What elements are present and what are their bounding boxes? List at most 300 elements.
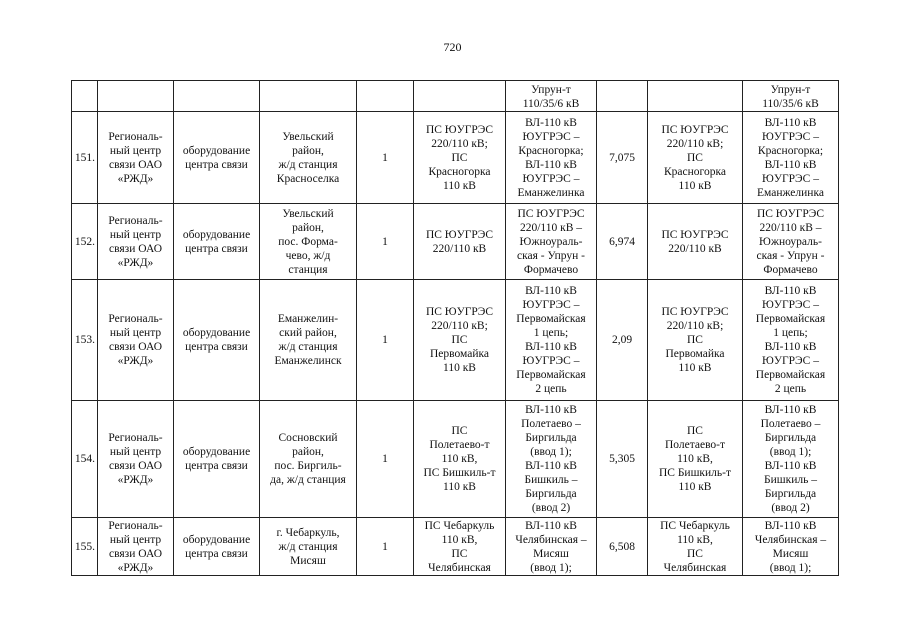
text-line: ЮУГРЭС – [762, 130, 819, 143]
text-line: Челябинская – [754, 533, 827, 546]
cell-location [260, 204, 357, 280]
text-line: 220/110 кВ [432, 242, 487, 255]
text-line: ПС [687, 151, 703, 164]
cell-line-new-content [744, 518, 837, 575]
table-row [72, 112, 839, 204]
cell-line-new-content [744, 81, 837, 111]
text-line: ЮУГРЭС – [522, 299, 580, 311]
text-line: район, [292, 221, 324, 234]
text-line: ПС Бишкиль-т [423, 467, 496, 479]
text-line: 220/110 кВ; [666, 320, 724, 332]
cell-num [72, 280, 98, 401]
cell-category-content [358, 280, 412, 400]
text-line: ПС [687, 425, 703, 437]
text-line: Биргильда [525, 488, 577, 500]
text-line: «РЖД» [117, 172, 154, 185]
text-line: Мисяш [290, 554, 326, 567]
substations-table [71, 80, 839, 576]
text-line: (ввод 1); [530, 561, 572, 574]
text-line: 110 кВ [443, 179, 476, 192]
text-line: центра связи [185, 341, 248, 353]
cell-substation-new-content [649, 204, 741, 279]
text-line: Формачево [523, 263, 579, 276]
cell-line-old-content [507, 518, 595, 575]
text-line: связи ОАО [108, 547, 162, 560]
text-line: ный центр [109, 144, 162, 157]
text-line: 110 кВ, [441, 533, 478, 546]
cell-num-content [73, 81, 96, 111]
text-line: Первомайка [429, 348, 490, 360]
text-value: 151. [74, 151, 95, 164]
text-line: Первомайская [755, 369, 826, 381]
text-line: пос. Биргиль- [274, 460, 342, 472]
cell-line-old-content [507, 280, 595, 400]
text-line: ВЛ-110 кВ [764, 519, 817, 532]
text-line: Первомайская [755, 313, 826, 325]
text-line: Красноселка [276, 172, 340, 185]
text-line: г. Чебаркуль, [276, 526, 340, 539]
cell-num-content [73, 280, 95, 400]
cell-power-content [598, 401, 646, 517]
text-line: центра связи [185, 547, 248, 560]
cell-substation-old-content [415, 518, 504, 575]
text-line: ПС [687, 334, 703, 346]
text-line: ВЛ-110 кВ [525, 460, 577, 472]
cell-num [72, 81, 98, 112]
text-line: Южноураль- [759, 235, 822, 248]
cell-org-content [99, 280, 172, 400]
text-line: Красногорка; [518, 144, 584, 157]
text-line: Еманжелинск [274, 355, 342, 367]
text-line: ЮУГРЭС – [762, 355, 819, 367]
text-line: Еманжелин- [277, 313, 339, 325]
cell-power [597, 204, 648, 280]
cell-org-content [99, 204, 172, 279]
text-line: ный центр [109, 533, 162, 546]
text-line: ВЛ-110 кВ [525, 519, 577, 532]
cell-line-new [743, 112, 839, 204]
text-line: ВЛ-110 кВ [764, 341, 817, 353]
cell-power [597, 112, 648, 204]
text-line: Сосновский [278, 432, 338, 444]
text-line: 110 кВ, [677, 453, 713, 465]
text-line: оборудование [182, 228, 251, 241]
text-line: 110 кВ [678, 362, 712, 374]
text-line: ВЛ-110 кВ [525, 116, 577, 129]
text-line: связи ОАО [108, 242, 162, 255]
text-line: ВЛ-110 кВ [525, 341, 577, 353]
text-value: 155. [74, 540, 95, 553]
text-line: Упрун-т [770, 84, 811, 96]
cell-object-content [175, 112, 258, 203]
cell-power [597, 401, 648, 518]
text-line: Южноураль- [519, 235, 583, 248]
table-row [72, 518, 839, 576]
text-line: Полетаево-т [429, 439, 490, 451]
text-line: (ввод 2) [771, 502, 810, 514]
cell-location-content [261, 518, 355, 575]
text-line: ЮУГРЭС – [522, 130, 580, 143]
text-line: центра связи [185, 460, 248, 472]
text-line: ВЛ-110 кВ [764, 404, 817, 416]
cell-substation-old [414, 280, 506, 401]
text-line: ПС ЮУГРЭС [756, 207, 825, 220]
cell-line-new [743, 204, 839, 280]
text-line: (ввод 1); [530, 446, 572, 458]
text-line: ский район, [279, 327, 337, 339]
cell-location-content [261, 112, 355, 203]
cell-power-content [598, 81, 646, 111]
cell-line-new [743, 518, 839, 576]
text-line: Еманжелинка [517, 186, 585, 199]
cell-location [260, 112, 357, 204]
text-line: Биргильда [764, 432, 817, 444]
text-line: 110 кВ [443, 481, 476, 493]
text-value: 154. [74, 453, 95, 465]
cell-location-content [261, 204, 355, 279]
cell-line-old [506, 401, 597, 518]
text-line: (ввод 2) [531, 502, 571, 514]
text-line: 110 кВ [678, 481, 712, 493]
text-line: оборудование [182, 446, 251, 458]
cell-category [357, 518, 414, 576]
text-line: ПС Бишкиль-т [658, 467, 732, 479]
text-line: «РЖД» [117, 256, 154, 269]
text-line: «РЖД» [117, 355, 154, 367]
cell-power-content [598, 518, 646, 575]
cell-object-content [175, 81, 258, 111]
text-line: Бишкиль – [764, 474, 817, 486]
text-value: 2,09 [611, 334, 633, 346]
cell-org [98, 204, 174, 280]
cell-line-new-content [744, 112, 837, 203]
cell-category-content [358, 204, 412, 279]
text-line: 110 кВ [678, 179, 712, 192]
cell-line-new-content [744, 204, 837, 279]
text-line: 110/35/6 кВ [522, 98, 580, 110]
text-line: центра связи [185, 158, 248, 171]
cell-object [174, 280, 260, 401]
text-line: ЮУГРЭС – [762, 172, 819, 185]
text-line: 220/110 кВ; [431, 320, 488, 332]
cell-org [98, 280, 174, 401]
continuation-row [72, 81, 839, 112]
text-line: 110 кВ, [441, 453, 478, 465]
text-line: ПС [451, 425, 468, 437]
cell-org [98, 81, 174, 112]
cell-object [174, 518, 260, 576]
text-line: Региональ- [108, 214, 163, 227]
cell-object [174, 401, 260, 518]
text-line: ПС ЮУГРЭС [517, 207, 585, 220]
text-line: пос. Форма- [278, 235, 338, 248]
cell-power-content [598, 112, 646, 203]
cell-substation-new-content [649, 81, 741, 111]
cell-line-old [506, 518, 597, 576]
cell-category-content [358, 81, 412, 111]
cell-substation-old [414, 112, 506, 204]
cell-object-content [175, 280, 258, 400]
text-line: ПС ЮУГРЭС [425, 228, 494, 241]
cell-object-content [175, 204, 258, 279]
cell-line-new-content [744, 280, 837, 400]
text-line: ВЛ-110 кВ [764, 158, 817, 171]
text-line: «РЖД» [117, 561, 154, 574]
text-line: Челябинская – [515, 533, 587, 546]
text-line: Красногорка; [757, 144, 824, 157]
cell-category [357, 401, 414, 518]
text-value: 1 [382, 334, 388, 346]
cell-location [260, 401, 357, 518]
text-line: связи ОАО [108, 158, 162, 171]
cell-substation-new [648, 81, 743, 112]
cell-location [260, 280, 357, 401]
text-line: Упрун-т [531, 84, 571, 96]
cell-power [597, 81, 648, 112]
text-line: 110 кВ, [677, 533, 713, 546]
cell-substation-new-content [649, 280, 741, 400]
text-line: 220/110 кВ – [759, 221, 822, 234]
text-line: станция [288, 263, 328, 276]
text-line: ПС [451, 547, 468, 560]
text-line: ская - Упрун - [756, 249, 825, 262]
cell-category [357, 81, 414, 112]
text-line: ПС [451, 334, 468, 346]
text-line: ПС ЮУГРЭС [425, 306, 494, 318]
table-row [72, 401, 839, 518]
cell-org-content [99, 81, 172, 111]
text-line: Формачево [763, 263, 818, 276]
cell-location [260, 81, 357, 112]
text-line: Первомайская [516, 369, 586, 381]
text-line: 110 кВ [443, 362, 476, 374]
cell-num-content [73, 518, 95, 575]
text-line: Бишкиль – [524, 474, 578, 486]
text-line: ская - Упрун - [517, 249, 585, 262]
cell-substation-old-content [415, 204, 504, 279]
cell-line-old-content [507, 112, 595, 203]
cell-object [174, 204, 260, 280]
cell-num [72, 204, 98, 280]
text-line: ный центр [109, 446, 162, 458]
cell-num-content [73, 112, 95, 203]
cell-substation-new-content [649, 401, 741, 517]
text-line: Челябинская [663, 561, 727, 574]
text-line: ЮУГРЭС – [762, 299, 819, 311]
text-line: ВЛ-110 кВ [764, 285, 817, 297]
text-line: центра связи [185, 242, 248, 255]
cell-substation-old-content [415, 401, 504, 517]
cell-org [98, 112, 174, 204]
text-line: ПС [687, 547, 703, 560]
text-line: связи ОАО [108, 460, 162, 472]
cell-substation-old [414, 204, 506, 280]
table-row [72, 280, 839, 401]
cell-substation-old [414, 518, 506, 576]
text-line: ЮУГРЭС – [522, 172, 580, 185]
text-line: (ввод 1); [769, 446, 812, 458]
cell-line-old [506, 280, 597, 401]
text-line: Первомайка [665, 348, 725, 360]
text-line: Биргильда [525, 432, 577, 444]
cell-org-content [99, 112, 172, 203]
cell-object-content [175, 518, 258, 575]
cell-line-new-content [744, 401, 837, 517]
cell-num-content [73, 401, 95, 517]
text-line: ПС Чебаркуль [660, 519, 730, 532]
text-line: чево, ж/д [285, 249, 331, 262]
cell-object [174, 81, 260, 112]
text-line: 220/110 кВ; [431, 137, 488, 150]
cell-substation-new-content [649, 112, 741, 203]
text-line: Региональ- [108, 130, 163, 143]
text-line: ЮУГРЭС – [522, 355, 580, 367]
cell-category-content [358, 112, 412, 203]
text-value: 1 [382, 453, 388, 465]
cell-line-old [506, 81, 597, 112]
text-line: 1 цепь; [773, 327, 808, 339]
cell-substation-old-content [415, 112, 504, 203]
cell-num-content [73, 204, 95, 279]
text-line: ПС Чебаркуль [424, 519, 495, 532]
text-line: Полетаево – [521, 418, 581, 430]
text-value: 7,075 [609, 151, 635, 164]
cell-category [357, 112, 414, 204]
text-line: (ввод 1); [769, 561, 812, 574]
text-value: 153. [74, 334, 95, 346]
text-line: Региональ- [108, 519, 163, 532]
text-line: ный центр [109, 327, 162, 339]
text-line: ВЛ-110 кВ [764, 116, 817, 129]
cell-substation-new [648, 401, 743, 518]
cell-location [260, 518, 357, 576]
cell-object [174, 112, 260, 204]
cell-num [72, 112, 98, 204]
cell-substation-new-content [649, 518, 741, 575]
cell-category [357, 204, 414, 280]
text-line: Красногорка [428, 165, 491, 178]
text-line: Красногорка [664, 165, 726, 178]
cell-org-content [99, 401, 172, 517]
text-line: 220/110 кВ; [666, 137, 724, 150]
cell-line-old-content [507, 401, 595, 517]
cell-power [597, 518, 648, 576]
text-value: 1 [382, 235, 388, 248]
text-line: оборудование [182, 533, 251, 546]
text-line: Мисяш [772, 547, 809, 560]
text-line: Региональ- [108, 313, 163, 325]
text-line: район, [292, 144, 324, 157]
cell-substation-new [648, 280, 743, 401]
cell-org [98, 518, 174, 576]
text-value: 152. [74, 235, 95, 248]
cell-num [72, 518, 98, 576]
cell-line-old [506, 112, 597, 204]
cell-power-content [598, 204, 646, 279]
text-line: ж/д станция [278, 540, 338, 553]
text-line: ВЛ-110 кВ [525, 285, 577, 297]
text-line: ПС ЮУГРЭС [661, 306, 729, 318]
text-line: ВЛ-110 кВ [525, 404, 577, 416]
text-line: ж/д станция [278, 158, 338, 171]
cell-substation-new [648, 112, 743, 204]
page-number: 720 [443, 40, 462, 54]
text-line: ПС ЮУГРЭС [661, 228, 729, 241]
text-value: 1 [382, 151, 388, 164]
cell-object-content [175, 401, 258, 517]
text-line: 110/35/6 кВ [762, 98, 819, 110]
cell-org [98, 401, 174, 518]
text-line: Увельский [282, 130, 334, 143]
text-line: 1 цепь; [533, 327, 569, 339]
cell-line-new [743, 280, 839, 401]
cell-location-content [261, 280, 355, 400]
text-line: 2 цепь [535, 383, 567, 395]
cell-line-new [743, 401, 839, 518]
text-line: 220/110 кВ [668, 242, 722, 255]
cell-org-content [99, 518, 172, 575]
text-value: 6,974 [609, 235, 635, 248]
text-line: связи ОАО [108, 341, 162, 353]
cell-location-content [261, 81, 355, 111]
text-line: оборудование [182, 327, 251, 339]
text-line: Региональ- [108, 432, 163, 444]
cell-num [72, 401, 98, 518]
text-line: ВЛ-110 кВ [764, 460, 817, 472]
cell-line-old [506, 204, 597, 280]
text-line: Полетаево-т [664, 439, 726, 451]
text-line: Увельский [282, 207, 334, 220]
text-line: Биргильда [764, 488, 817, 500]
text-line: Полетаево – [760, 418, 821, 430]
cell-category-content [358, 518, 412, 575]
text-line: да, ж/д станция [270, 474, 346, 486]
text-line: оборудование [182, 144, 251, 157]
text-line: ПС [451, 151, 468, 164]
text-line: 2 цепь [774, 383, 807, 395]
text-line: ВЛ-110 кВ [525, 158, 577, 171]
cell-substation-old-content [415, 81, 504, 111]
text-line: ПС ЮУГРЭС [425, 123, 494, 136]
cell-line-old-content [507, 204, 595, 279]
text-line: ный центр [109, 228, 162, 241]
cell-substation-old [414, 401, 506, 518]
text-value: 6,508 [609, 540, 635, 553]
text-value: 5,305 [609, 453, 635, 465]
cell-substation-old [414, 81, 506, 112]
text-line: Челябинская [428, 561, 491, 574]
text-line: «РЖД» [117, 474, 154, 486]
text-line: ПС ЮУГРЭС [661, 123, 729, 136]
cell-category [357, 280, 414, 401]
table-body [72, 81, 839, 576]
text-line: Еманжелинка [757, 186, 824, 199]
text-line: Первомайская [516, 313, 586, 325]
cell-category-content [358, 401, 412, 517]
cell-power [597, 280, 648, 401]
text-line: ж/д станция [278, 341, 338, 353]
cell-substation-old-content [415, 280, 504, 400]
text-line: 220/110 кВ – [519, 221, 583, 234]
text-line: район, [292, 446, 324, 458]
text-line: Мисяш [533, 547, 569, 560]
cell-location-content [261, 401, 355, 517]
cell-substation-new [648, 518, 743, 576]
cell-line-new [743, 81, 839, 112]
text-value: 1 [382, 540, 388, 553]
cell-power-content [598, 280, 646, 400]
table-row [72, 204, 839, 280]
